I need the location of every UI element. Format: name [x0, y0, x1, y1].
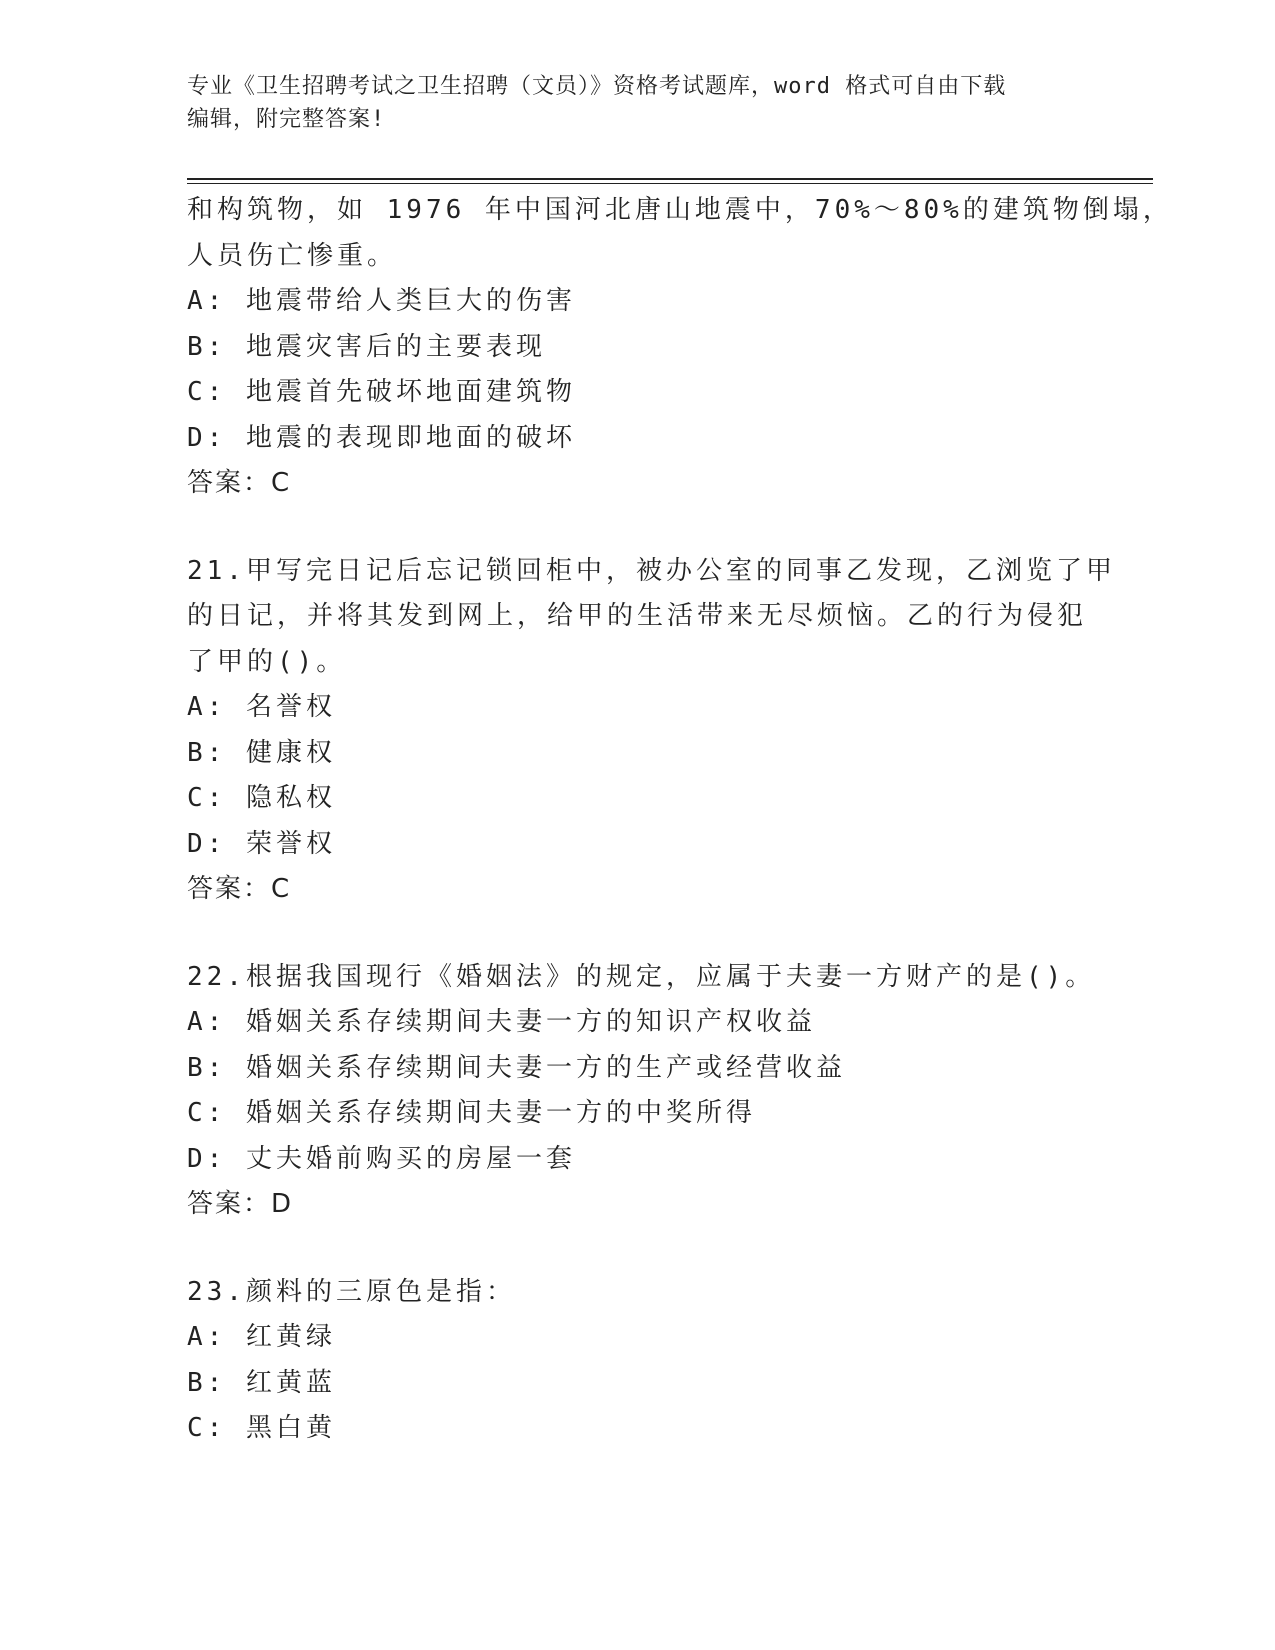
option-a: A: 名誉权: [187, 692, 336, 722]
question-text-line: 21.甲写完日记后忘记锁回柜中，被办公室的同事乙发现，乙浏览了甲: [187, 555, 1116, 586]
option-a: A: 婚姻关系存续期间夫妻一方的知识产权收益: [187, 1007, 816, 1037]
question-text-line: 和构筑物，如 1976 年中国河北唐山地震中，70%～80%的建筑物倒塌，: [187, 195, 1173, 225]
answer-line: 答案：D: [187, 1189, 294, 1219]
question-text-line: 的日记，并将其发到网上，给甲的生活带来无尽烦恼。乙的行为侵犯: [187, 601, 1088, 631]
option-c: C: 隐私权: [187, 783, 336, 813]
spacer: [187, 507, 1087, 549]
question-text-line: 人员伤亡惨重。: [187, 240, 398, 271]
option-d: D: 地震的表现即地面的破坏: [187, 422, 576, 453]
question-list: [187, 188, 1173, 1452]
option-c: C: 婚姻关系存续期间夫妻一方的中奖所得: [187, 1098, 756, 1128]
option-d: D: 丈夫婚前购买的房屋一套: [187, 1143, 576, 1174]
question-text-line: 23.颜料的三原色是指：: [187, 1276, 516, 1307]
option-c: C: 黑白黄: [187, 1413, 336, 1443]
header-title-line-2: 编辑，附完整答案!: [187, 107, 386, 132]
option-b: B: 地震灾害后的主要表现: [187, 331, 546, 362]
option-a: A: 地震带给人类巨大的伤害: [187, 286, 576, 316]
question-21: [187, 549, 1116, 913]
question-20-continuation: [187, 188, 1173, 507]
option-b: B: 红黄蓝: [187, 1367, 336, 1398]
spacer: [187, 1228, 1087, 1270]
question-23: [187, 1270, 1087, 1452]
header-title-line-1: 专业《卫生招聘考试之卫生招聘（文员）》资格考试题库，word 格式可自由下载: [187, 74, 1007, 99]
option-c: C: 地震首先破坏地面建筑物: [187, 377, 576, 407]
header-divider-thin: [187, 183, 1153, 184]
answer-line: 答案：C: [187, 468, 292, 498]
option-d: D: 荣誉权: [187, 828, 336, 859]
document-header: [187, 70, 1067, 136]
option-b: B: 健康权: [187, 737, 336, 768]
question-text-line: 了甲的()。: [187, 646, 347, 677]
option-b: B: 婚姻关系存续期间夫妻一方的生产或经营收益: [187, 1052, 846, 1083]
answer-line: 答案：C: [187, 874, 292, 904]
spacer: [187, 913, 1087, 955]
header-divider-thick: [187, 178, 1153, 180]
option-a: A: 红黄绿: [187, 1322, 336, 1352]
question-text-line: 22.根据我国现行《婚姻法》的规定，应属于夫妻一方财产的是()。: [187, 961, 1096, 992]
question-22: [187, 955, 1096, 1228]
